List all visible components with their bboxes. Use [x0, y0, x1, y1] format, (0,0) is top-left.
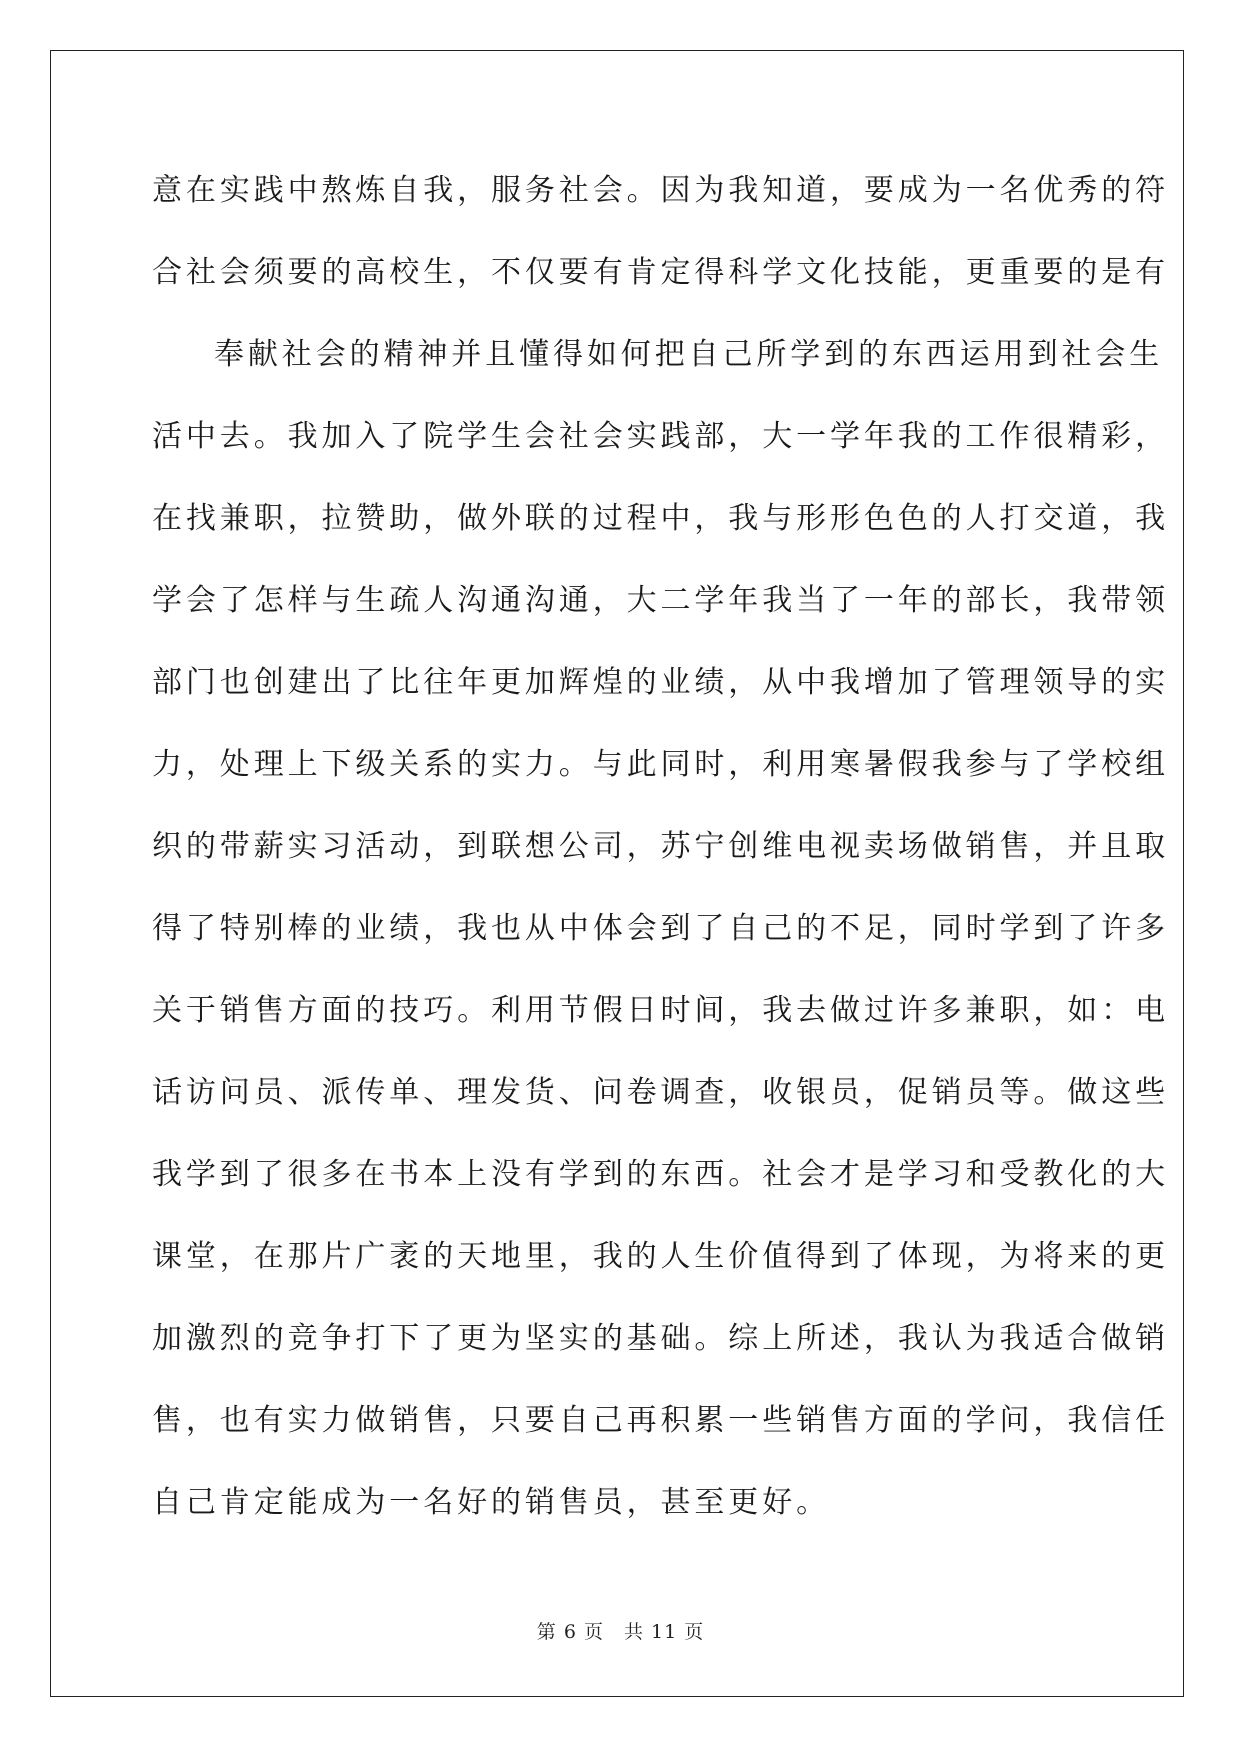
page-number-footer: 第 6 页 共 11 页 [536, 1621, 705, 1643]
text-line: 活中去。我加入了院学生会社会实践部，大一学年我的工作很精彩， [152, 419, 1169, 454]
text-line: 织的带薪实习活动，到联想公司，苏宁创维电视卖场做销售，并且取 [152, 829, 1169, 864]
text-line: 奉献社会的精神并且懂得如何把自己所学到的东西运用到社会生 [214, 337, 1164, 372]
text-line: 关于销售方面的技巧。利用节假日时间，我去做过许多兼职，如：电 [152, 993, 1169, 1028]
text-line: 我学到了很多在书本上没有学到的东西。社会才是学习和受教化的大 [152, 1157, 1169, 1192]
text-line: 在找兼职，拉赞助，做外联的过程中，我与形形色色的人打交道，我 [152, 501, 1169, 536]
text-line: 话访问员、派传单、理发货、问卷调查，收银员，促销员等。做这些 [152, 1075, 1169, 1110]
text-line: 意在实践中熬炼自我，服务社会。因为我知道，要成为一名优秀的符 [152, 173, 1169, 208]
text-line: 合社会须要的高校生，不仅要有肯定得科学文化技能，更重要的是有 [152, 255, 1169, 290]
text-line: 学会了怎样与生疏人沟通沟通，大二学年我当了一年的部长，我带领 [152, 583, 1169, 618]
document-body [152, 158, 1169, 1552]
text-line: 加激烈的竞争打下了更为坚实的基础。综上所述，我认为我适合做销 [152, 1321, 1169, 1356]
text-line: 自己肯定能成为一名好的销售员，甚至更好。 [152, 1485, 830, 1520]
text-line: 得了特别棒的业绩，我也从中体会到了自己的不足，同时学到了许多 [152, 911, 1169, 946]
text-line: 课堂，在那片广袤的天地里，我的人生价值得到了体现，为将来的更 [152, 1239, 1169, 1274]
text-line: 售，也有实力做销售，只要自己再积累一些销售方面的学问，我信任 [152, 1403, 1169, 1438]
text-line: 部门也创建出了比往年更加辉煌的业绩，从中我增加了管理领导的实 [152, 665, 1169, 700]
text-line: 力，处理上下级关系的实力。与此同时，利用寒暑假我参与了学校组 [152, 747, 1169, 782]
